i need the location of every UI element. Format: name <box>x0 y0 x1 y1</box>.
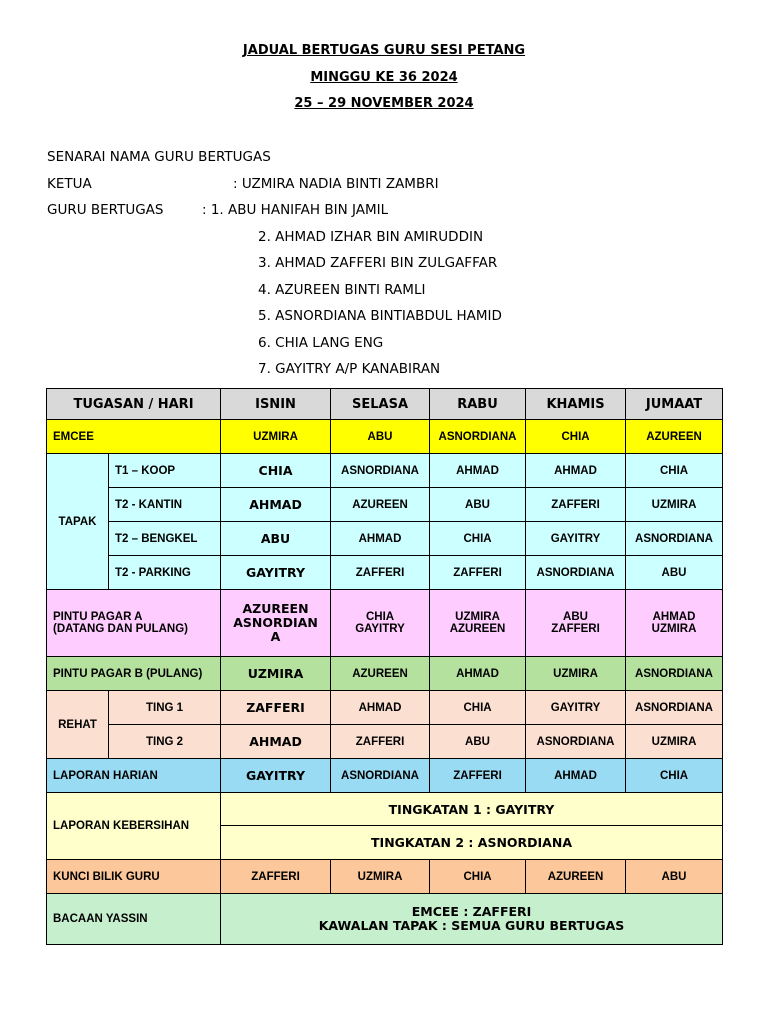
sub-task-label: T1 – KOOP <box>109 454 221 488</box>
duty-cell: AHMAD <box>221 488 331 522</box>
duty-cell: ABU <box>626 860 723 894</box>
duty-cell: AHMAD <box>526 454 626 488</box>
duty-cell: ZAFFERI <box>430 556 526 590</box>
duty-cell: ZAFFERI <box>526 488 626 522</box>
row-laporan-kebersihan-1 <box>47 793 723 826</box>
duty-name: AZUREEN <box>449 623 506 635</box>
duty-cell: AHMAD <box>430 454 526 488</box>
duty-cell: ASNORDIANA <box>331 759 430 793</box>
duty-cell: CHIA <box>221 454 331 488</box>
teacher-item: 6. CHIA LANG ENG <box>258 334 384 351</box>
duty-cell: ABU <box>221 522 331 556</box>
duty-cell: ASNORDIANA <box>526 725 626 759</box>
task-label-line: PINTU PAGAR A <box>53 611 143 623</box>
teacher-item: : 1. ABU HANIFAH BIN JAMIL <box>202 202 389 218</box>
duty-cell: UZMIRA <box>526 657 626 691</box>
duty-cell <box>331 590 430 657</box>
duty-cell: GAYITRY <box>526 691 626 725</box>
duty-name: UZMIRA <box>651 623 697 635</box>
sub-task-label: T2 - PARKING <box>109 556 221 590</box>
duty-cell: CHIA <box>626 454 723 488</box>
sub-task-label: TING 1 <box>109 691 221 725</box>
task-label: LAPORAN KEBERSIHAN <box>47 793 221 860</box>
task-label <box>47 590 221 657</box>
task-label: LAPORAN HARIAN <box>47 759 221 793</box>
sub-task-label: T2 - KANTIN <box>109 488 221 522</box>
row-bacaan-yassin <box>47 894 723 945</box>
ketua-label: KETUA <box>47 175 92 192</box>
duty-name: UZMIRA <box>455 611 500 623</box>
duty-cell: GAYITRY <box>221 759 331 793</box>
task-label: BACAAN YASSIN <box>47 894 221 945</box>
row-tapak-parking <box>47 556 723 590</box>
duty-cell: AHMAD <box>430 657 526 691</box>
duty-cell: UZMIRA <box>221 420 331 454</box>
row-rehat-ting-1 <box>47 691 723 725</box>
header-rabu: RABU <box>430 389 526 420</box>
duty-name: AHMAD <box>652 611 696 623</box>
duty-cell: ABU <box>430 725 526 759</box>
duty-cell: GAYITRY <box>221 556 331 590</box>
row-tapak-bengkel <box>47 522 723 556</box>
duty-cell <box>430 590 526 657</box>
duty-cell: ASNORDIANA <box>626 522 723 556</box>
yassin-emcee: EMCEE : ZAFFERI <box>411 904 532 919</box>
duty-cell: AHMAD <box>331 691 430 725</box>
duty-cell <box>626 590 723 657</box>
sub-task-label: T2 – BENGKEL <box>109 522 221 556</box>
duty-cell: CHIA <box>430 860 526 894</box>
header-selasa: SELASA <box>331 389 430 420</box>
yassin-details <box>221 894 723 945</box>
row-kunci-bilik-guru <box>47 860 723 894</box>
duty-cell: UZMIRA <box>626 488 723 522</box>
duty-cell: AHMAD <box>526 759 626 793</box>
document-titles <box>0 40 768 120</box>
row-pintu-pagar-a <box>47 590 723 657</box>
task-label-line: (DATANG DAN PULANG) <box>53 623 189 635</box>
task-label: KUNCI BILIK GURU <box>47 860 221 894</box>
duty-cell: AZUREEN <box>626 420 723 454</box>
table-header-row <box>47 389 723 420</box>
duty-name: ABU <box>563 611 588 623</box>
duty-cell: UZMIRA <box>626 725 723 759</box>
teacher-item: 3. AHMAD ZAFFERI BIN ZULGAFFAR <box>258 255 498 271</box>
duty-cell: ABU <box>626 556 723 590</box>
header-isnin: ISNIN <box>221 389 331 420</box>
task-label: EMCEE <box>47 420 221 454</box>
sub-task-label: TING 2 <box>109 725 221 759</box>
duty-cell: CHIA <box>430 691 526 725</box>
duty-cell: AZUREEN <box>526 860 626 894</box>
duty-cell: ASNORDIANA <box>626 657 723 691</box>
teacher-item: 2. AHMAD IZHAR BIN AMIRUDDIN <box>258 228 484 245</box>
week-label: MINGGU KE 36 2024 <box>310 69 458 85</box>
duty-cell: ASNORDIANA <box>626 691 723 725</box>
guru-bertugas-label: GURU BERTUGAS <box>47 202 164 218</box>
list-heading: SENARAI NAMA GURU BERTUGAS <box>47 149 271 165</box>
duty-cell: ZAFFERI <box>331 725 430 759</box>
task-label-rehat: REHAT <box>47 691 109 759</box>
duty-cell: ZAFFERI <box>221 691 331 725</box>
teacher-item: 4. AZUREEN BINTI RAMLI <box>258 281 426 298</box>
duty-cell: GAYITRY <box>526 522 626 556</box>
duty-cell: ZAFFERI <box>430 759 526 793</box>
duty-cell: CHIA <box>526 420 626 454</box>
duty-cell: ASNORDIANA <box>430 420 526 454</box>
teacher-item: 7. GAYITRY A/P KANABIRAN <box>258 361 441 377</box>
duty-cell: ABU <box>430 488 526 522</box>
duty-cell: AHMAD <box>331 522 430 556</box>
teacher-item: 5. ASNORDIANA BINTIABDUL HAMID <box>258 308 502 324</box>
row-emcee <box>47 420 723 454</box>
duty-name: GAYITRY <box>355 623 405 635</box>
duty-cell: ASNORDIANA <box>526 556 626 590</box>
row-pintu-pagar-b <box>47 657 723 691</box>
row-laporan-harian <box>47 759 723 793</box>
row-tapak-kantin <box>47 488 723 522</box>
duty-cell <box>526 590 626 657</box>
task-label: PINTU PAGAR B (PULANG) <box>47 657 221 691</box>
duty-name: ZAFFERI <box>551 623 600 635</box>
header-tugasan-hari: TUGASAN / HARI <box>47 389 221 420</box>
duty-cell: ZAFFERI <box>331 556 430 590</box>
row-tapak-koop <box>47 454 723 488</box>
task-label-tapak: TAPAK <box>47 454 109 590</box>
duty-cell: AZUREEN <box>331 657 430 691</box>
row-rehat-ting-2 <box>47 725 723 759</box>
duty-cell: AHMAD <box>221 725 331 759</box>
ketua-value: : UZMIRA NADIA BINTI ZAMBRI <box>233 175 439 192</box>
duty-cell: ASNORDIANA <box>331 454 430 488</box>
duty-cell <box>221 590 331 657</box>
duty-roster-table <box>46 388 723 945</box>
header-jumaat: JUMAAT <box>626 389 723 420</box>
duty-name: AZUREEN <box>242 601 309 616</box>
duty-name: ASNORDIAN <box>233 615 318 630</box>
duty-cell: CHIA <box>430 522 526 556</box>
duty-name: CHIA <box>365 611 395 623</box>
duty-cell: ZAFFERI <box>221 860 331 894</box>
duty-cell: CHIA <box>626 759 723 793</box>
document-title: JADUAL BERTUGAS GURU SESI PETANG <box>242 43 526 58</box>
duty-name: A <box>270 629 281 644</box>
duty-cell: AZUREEN <box>331 488 430 522</box>
header-khamis: KHAMIS <box>526 389 626 420</box>
duty-cell: UZMIRA <box>331 860 430 894</box>
kebersihan-tingkatan-2: TINGKATAN 2 : ASNORDIANA <box>221 826 723 860</box>
kebersihan-tingkatan-1: TINGKATAN 1 : GAYITRY <box>221 793 723 826</box>
duty-cell: UZMIRA <box>221 657 331 691</box>
duty-cell: ABU <box>331 420 430 454</box>
date-range: 25 – 29 NOVEMBER 2024 <box>294 96 474 111</box>
yassin-kawalan-tapak: KAWALAN TAPAK : SEMUA GURU BERTUGAS <box>318 918 625 933</box>
